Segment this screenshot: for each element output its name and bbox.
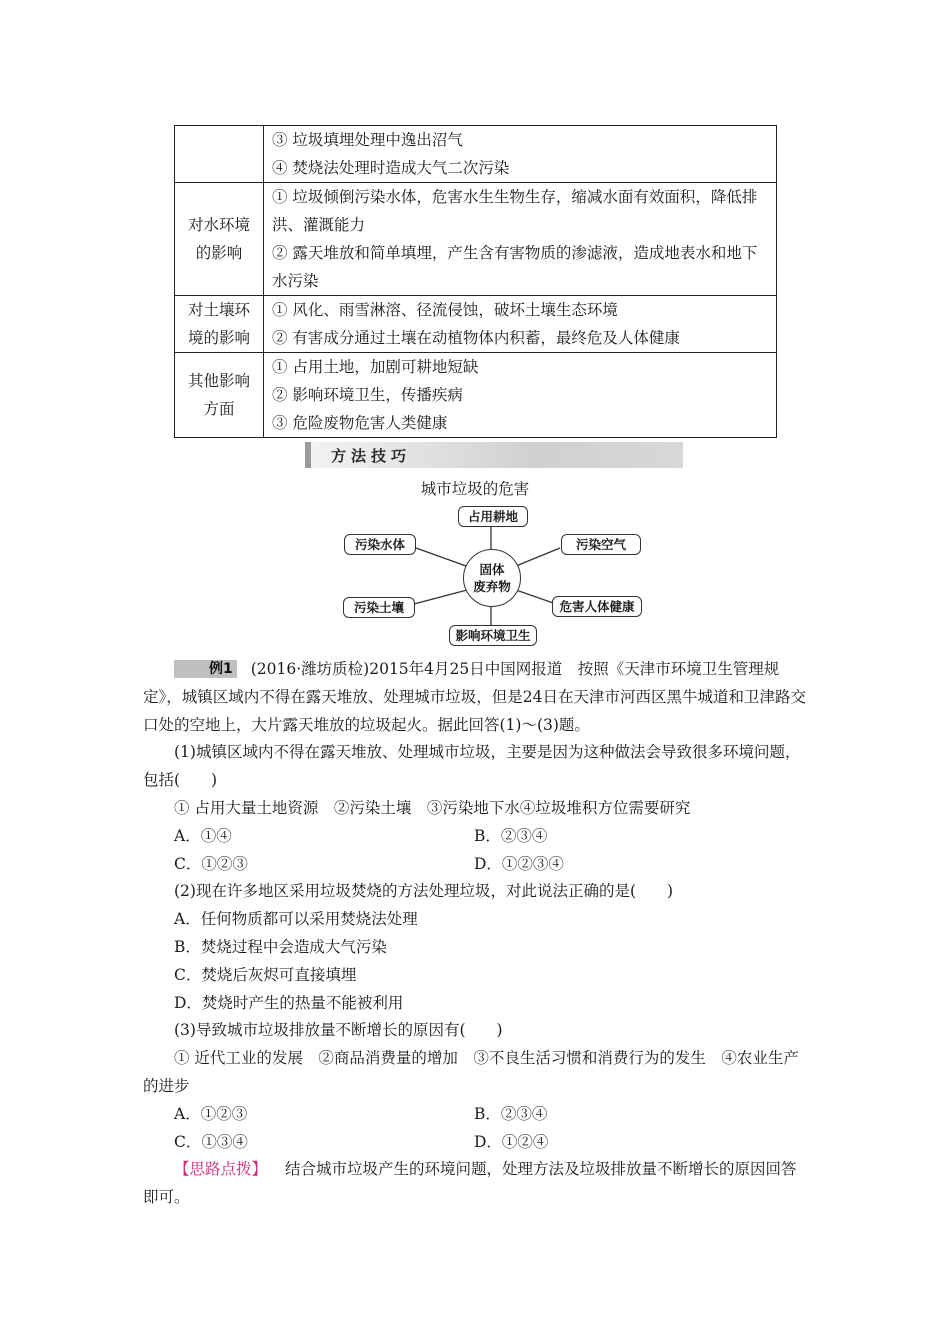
q1-stem: (1)城镇区域内不得在露天堆放、处理城市垃圾，主要是因为这种做法会导致很多环境问题，包括( ): [143, 743, 801, 790]
table-line: ③ 垃圾填埋处理中逸出沼气: [272, 131, 463, 149]
node-occupy-farmland: 占用耕地: [458, 506, 528, 527]
table-line: ① 风化、雨雪淋溶、径流侵蚀，破坏土壤生态环境: [272, 301, 618, 319]
table-row: [175, 353, 777, 438]
example-badge: 例1: [174, 660, 237, 678]
table-line: ① 垃圾倾倒污染水体，危害水生生物生存，缩减水面有效面积，降低排洪、灌溉能力: [272, 188, 758, 234]
q3-option-c: C．①③④: [174, 1132, 248, 1151]
q1-option-a: A．①④: [174, 826, 232, 845]
tip-paragraph: [143, 1156, 807, 1212]
q1-options-row: [143, 823, 807, 851]
diagram-title: 城市垃圾的危害: [420, 480, 530, 498]
table-category-cell: [175, 126, 264, 183]
impact-table: [174, 125, 777, 438]
table-category-cell: [175, 183, 264, 296]
table-line: ③ 危险废物危害人类健康: [272, 414, 448, 432]
connector-line: [414, 590, 467, 604]
hazard-diagram: [330, 500, 650, 650]
table-description-cell: [264, 296, 777, 353]
table-description-cell: [264, 353, 777, 438]
table-row: [175, 183, 777, 296]
q1-option-b: B．②③④: [474, 826, 548, 845]
example-intro: [143, 656, 807, 739]
table-line: ② 有害成分通过土壤在动植物体内积蓄，最终危及人体健康: [272, 329, 680, 347]
q2-option-a: A．任何物质都可以采用焚烧法处理: [174, 910, 418, 929]
q2-stem: (2)现在许多地区采用垃圾焚烧的方法处理垃圾，对此说法正确的是( ): [174, 882, 674, 901]
table-category-cell: [175, 296, 264, 353]
example-intro-text: (2016·潍坊质检)2015年4月25日中国网报道 按照《天津市环境卫生管理规定》，城镇区域内不得在露天堆放、处理城市垃圾，但是24日在天津市河西区黑牛城道和卫津路交口处的空地上，大片露天堆放的垃圾起火。据此回答(1)～(3)题。: [143, 660, 806, 734]
q2-option-b: B．焚烧过程中会造成大气污染: [174, 937, 387, 956]
banner-label: 方法技巧: [331, 447, 412, 465]
table-row: [175, 126, 777, 183]
tip-text: 结合城市垃圾产生的环境问题，处理方法及垃圾排放量不断增长的原因回答即可。: [143, 1160, 797, 1207]
q1-option-c: C．①②③: [174, 854, 248, 873]
q1-options-row: [143, 851, 807, 879]
center-line-1: 固体: [479, 562, 505, 577]
section-banner: [305, 442, 683, 468]
q3-option-d: D．①②④: [474, 1132, 549, 1151]
q3-stem: (3)导致城市垃圾排放量不断增长的原因有( ): [174, 1021, 503, 1040]
q3-option-a: A．①②③: [174, 1104, 248, 1123]
table-line: ④ 焚烧法处理时造成大气二次污染: [272, 159, 510, 177]
q3-option-b: B．②③④: [474, 1104, 548, 1123]
q1-items: ① 占用大量土地资源 ②污染土壤 ③污染地下水④垃圾堆积方位需要研究: [174, 798, 691, 817]
table-line: ② 露天堆放和简单填埋，产生含有害物质的渗滤液，造成地表水和地下水污染: [272, 244, 758, 290]
table-description-cell: [264, 183, 777, 296]
node-harm-health: 危害人体健康: [552, 596, 642, 617]
node-pollute-water: 污染水体: [344, 534, 416, 555]
node-pollute-soil: 污染土壤: [343, 597, 415, 618]
q1-option-d: D．①②③④: [474, 854, 564, 873]
node-affect-sanitation: 影响环境卫生: [449, 625, 537, 646]
category-label: 对水环境的影响: [187, 216, 250, 262]
q3-items: ① 近代工业的发展 ②商品消费量的增加 ③不良生活习惯和消费行为的发生 ④农业生产的进步: [143, 1049, 799, 1095]
category-label: 对土壤环境的影响: [187, 301, 250, 347]
table-description-cell: [264, 126, 777, 183]
center-line-2: 废弃物: [473, 579, 511, 594]
example-section: [143, 656, 807, 1212]
q3-options-row: [143, 1101, 807, 1129]
connector-line: [516, 548, 560, 566]
tip-label: 【思路点拨】: [174, 1160, 268, 1179]
table-line: ② 影响环境卫生，传播疾病: [272, 386, 463, 404]
node-pollute-air: 污染空气: [561, 534, 641, 555]
connector-line: [416, 548, 466, 566]
category-label: 其他影响方面: [187, 372, 250, 418]
table-line: ① 占用土地，加剧可耕地短缺: [272, 358, 479, 376]
table-category-cell: [175, 353, 264, 438]
connector-line: [516, 590, 556, 604]
node-solid-waste: [463, 549, 521, 607]
q2-option-d: D．焚烧时产生的热量不能被利用: [174, 993, 404, 1012]
q2-option-c: C．焚烧后灰烬可直接填埋: [174, 965, 357, 984]
q3-options-row: [143, 1129, 807, 1157]
table-row: [175, 296, 777, 353]
